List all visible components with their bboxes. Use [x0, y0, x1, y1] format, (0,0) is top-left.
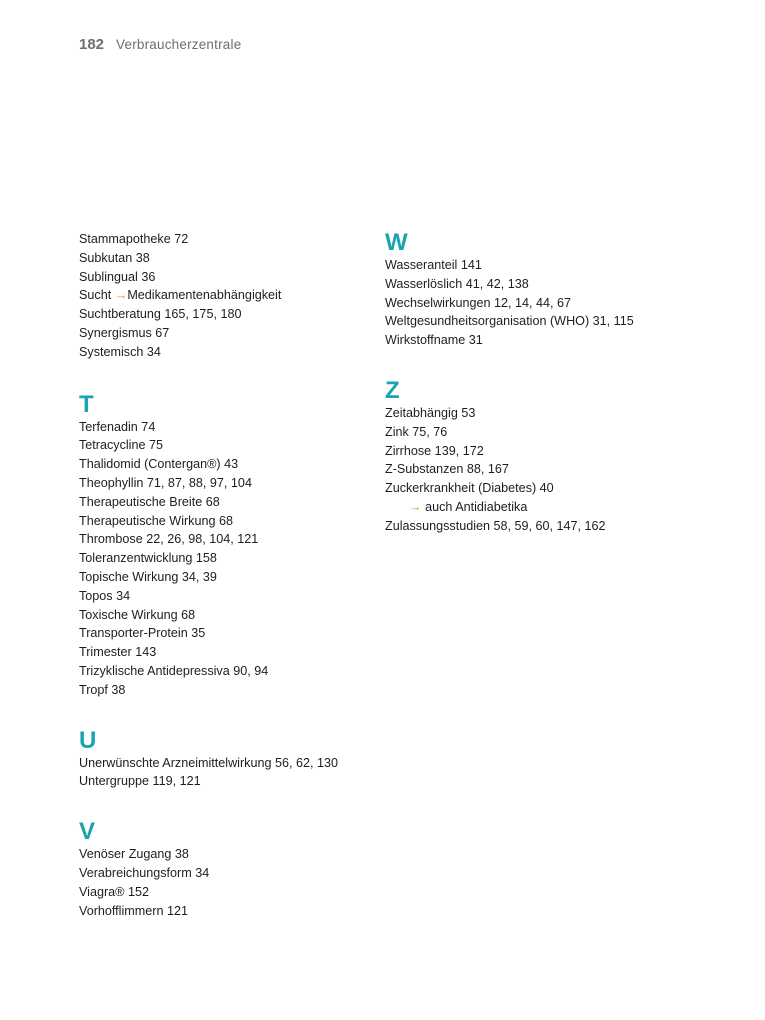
index-entry: Wasseranteil 141 [385, 258, 482, 272]
section-letter: U [79, 726, 97, 754]
index-entry: Zulassungsstudien 58, 59, 60, 147, 162 [385, 518, 606, 533]
index-entry: Z-Substanzen 88, 167 [385, 462, 509, 477]
index-section-u [79, 728, 409, 792]
index-entries [385, 404, 685, 536]
see-arrow-icon: → [409, 499, 422, 514]
index-entry: Trizyklische Antidepressiva 90, 94 [79, 663, 269, 678]
index-column-right [385, 230, 685, 536]
index-entry: Suchtberatung 165, 175, 180 [79, 307, 242, 322]
index-entry: Zuckerkrankheit (Diabetes) 40 [385, 481, 554, 496]
index-entry: Thalidomid (Contergan®) 43 [79, 457, 239, 472]
index-entry: Trimester 143 [79, 645, 157, 660]
index-entry: Theophyllin 71, 87, 88, 97, 104 [79, 475, 252, 490]
cross-reference: auch Antidiabetika [425, 499, 528, 514]
index-entry: Topos 34 [79, 588, 131, 603]
publisher-name: Verbraucherzentrale [116, 37, 242, 52]
index-entry: Wechselwirkungen 12, 14, 44, 67 [385, 295, 571, 310]
index-entry: Weltgesundheitsorganisation (WHO) 31, 115 [385, 314, 634, 329]
section-letter: Z [385, 376, 400, 404]
index-entry: Synergismus 67 [79, 325, 170, 340]
index-entries [79, 230, 409, 362]
index-section-z [385, 378, 685, 536]
index-subentry [385, 498, 685, 517]
index-column-left [79, 230, 409, 920]
index-entry: Subkutan 38 [79, 250, 150, 265]
index-entry: Therapeutische Breite 68 [79, 494, 220, 509]
index-entries [79, 418, 409, 700]
index-entry: Therapeutische Wirkung 68 [79, 513, 234, 528]
index-entry: Tetracycline 75 [79, 438, 163, 453]
section-letter: T [79, 390, 94, 418]
page-header [79, 36, 241, 53]
index-entry: Vorhofflimmern 121 [79, 903, 188, 918]
index-entry: Zink 75, 76 [385, 424, 448, 439]
index-entry: Terfenadin 74 [79, 419, 156, 434]
index-entries [79, 754, 409, 792]
index-entry: Toxische Wirkung 68 [79, 607, 196, 622]
index-entry: Tropf 38 [79, 682, 126, 697]
section-letter: V [79, 818, 96, 846]
index-entry: Transporter-Protein 35 [79, 626, 206, 641]
index-entry: Wasserlöslich 41, 42, 138 [385, 276, 529, 291]
index-entry: Zirrhose 139, 172 [385, 443, 484, 458]
index-section-s [79, 230, 409, 362]
see-arrow-icon: → [114, 288, 128, 303]
index-entry: Topische Wirkung 34, 39 [79, 569, 217, 584]
index-entry: Systemisch 34 [79, 344, 161, 359]
cross-reference: Medikamentenabhängigkeit [127, 288, 282, 303]
index-entries [79, 845, 409, 920]
page-number: 182 [79, 36, 105, 53]
index-entry: Untergruppe 119, 121 [79, 774, 201, 789]
index-entry: Venöser Zugang 38 [79, 847, 189, 862]
index-entries [385, 256, 685, 350]
index-entry: Sucht →Medikamentenabhängigkeit [79, 288, 282, 303]
index-section-w [385, 230, 685, 350]
index-entry: Viagra® 152 [79, 884, 149, 899]
index-entry: Verabreichungsform 34 [79, 865, 210, 880]
index-entry: Toleranzentwicklung 158 [79, 551, 217, 566]
index-section-v [79, 819, 409, 920]
index-section-t [79, 392, 409, 700]
index-entry: Zeitabhängig 53 [385, 405, 476, 420]
index-entry: Wirkstoffname 31 [385, 333, 483, 348]
index-entry: Thrombose 22, 26, 98, 104, 121 [79, 532, 259, 547]
index-entry: Sublingual 36 [79, 269, 156, 284]
index-entry: Stammapotheke 72 [79, 232, 189, 246]
section-letter: W [385, 229, 408, 256]
index-entry: Unerwünschte Arzneimittelwirkung 56, 62, 130 [79, 755, 339, 770]
